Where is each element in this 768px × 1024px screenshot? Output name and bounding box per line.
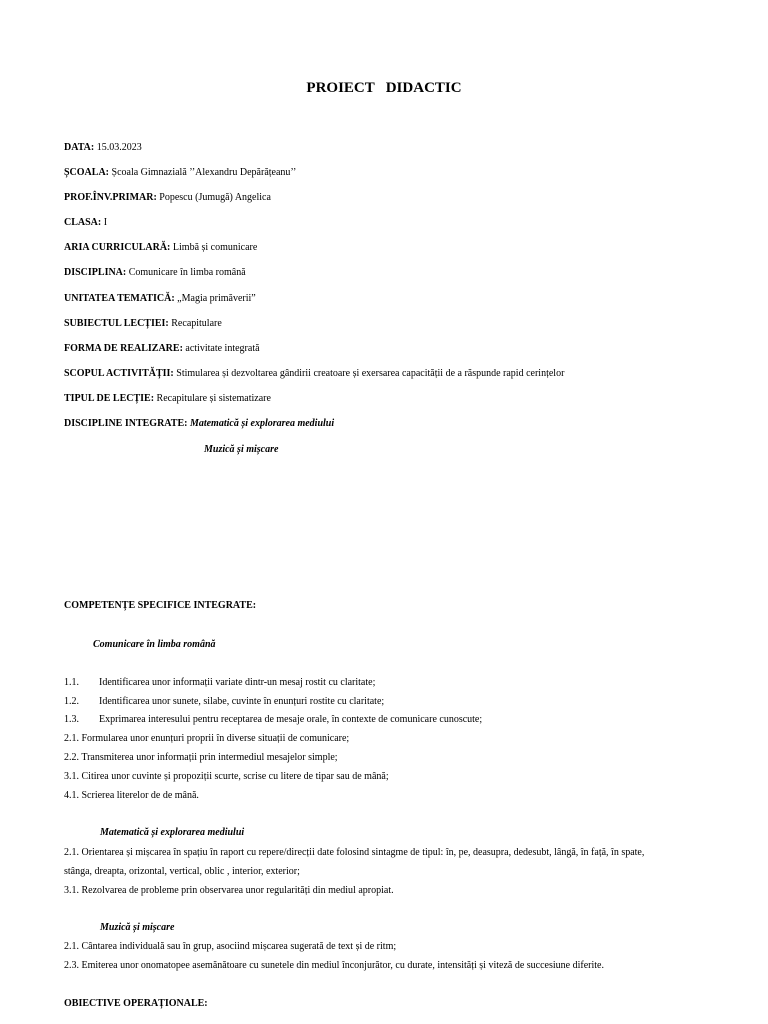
- list-item: [64, 713, 482, 727]
- field-value: Matematică și explorarea mediului: [187, 418, 335, 429]
- list-item: 2.1. Formularea unor enunțuri proprii în diverse situații de comunicare;: [64, 733, 350, 744]
- list-item: 3.1. Citirea unor cuvinte și propoziții scurte, scrise cu litere de tipar sau de mână;: [64, 771, 389, 782]
- field-scoala: [64, 166, 296, 180]
- field-value: activitate integrată: [182, 343, 260, 354]
- field-forma: [64, 342, 260, 356]
- field-label: DISCIPLINE INTEGRATE:: [64, 418, 188, 429]
- field-aria: [64, 241, 257, 255]
- field-value: Recapitulare și sistematizare: [154, 393, 271, 404]
- field-value: 15.03.2023: [94, 142, 142, 153]
- field-value: I: [101, 217, 108, 228]
- field-discipline-integrate: [64, 417, 334, 431]
- item-text: Identificarea unor sunete, silabe, cuvinte în enunțuri rostite cu claritate;: [99, 696, 385, 707]
- field-value: Limbă și comunicare: [170, 242, 258, 253]
- list-item: [64, 676, 375, 690]
- list-item: 4.1. Scrierea literelor de de mână.: [64, 790, 199, 801]
- field-label: DATA:: [64, 142, 95, 153]
- field-label: DISCIPLINA:: [64, 267, 127, 278]
- obiective-heading: OBIECTIVE OPERAȚIONALE:: [64, 998, 208, 1009]
- list-item: stânga, dreapta, orizontal, vertical, oblic , interior, exterior;: [64, 866, 300, 877]
- integrated-discipline-extra: Muzică și mișcare: [204, 444, 279, 455]
- section-title: Comunicare în limba română: [93, 639, 216, 650]
- list-item: 2.3. Emiterea unor onomatopee asemănătoare cu sunetele din mediul înconjurător, cu durate, intensități și viteză de succesiune diferite.: [64, 960, 604, 971]
- field-label: TIPUL DE LECȚIE:: [64, 393, 155, 404]
- field-label: ARIA CURRICULARĂ:: [64, 242, 171, 253]
- item-text: Identificarea unor informații variate dintr-un mesaj rostit cu claritate;: [99, 677, 376, 688]
- list-item: 2.2. Transmiterea unor informații prin intermediul mesajelor simple;: [64, 752, 338, 763]
- item-number: 1.3.: [64, 714, 79, 725]
- document-title: PROIECT DIDACTIC: [306, 80, 462, 96]
- list-item: [64, 695, 384, 709]
- field-prof: [64, 191, 271, 205]
- field-data: [64, 141, 142, 155]
- competente-heading: COMPETENȚE SPECIFICE INTEGRATE:: [64, 600, 257, 611]
- field-disciplina: [64, 266, 246, 280]
- section-title: Muzică și mișcare: [100, 922, 175, 933]
- field-value: Popescu (Jumugă) Angelica: [156, 192, 271, 203]
- field-value: „Magia primăverii”: [174, 293, 256, 304]
- field-label: SCOPUL ACTIVITĂȚII:: [64, 368, 174, 379]
- field-label: FORMA DE REALIZARE:: [64, 343, 183, 354]
- list-item: 2.1. Orientarea și mișcarea în spațiu în raport cu repere/direcții date folosind sintagme de tipul: în, pe, deasupra, dedesubt, lângă, în față, în spate,: [64, 847, 645, 858]
- field-scopul: [64, 367, 564, 381]
- item-number: 1.2.: [64, 696, 79, 707]
- list-item: 3.1. Rezolvarea de probleme prin observarea unor regularități din mediul apropiat.: [64, 885, 394, 896]
- field-unitatea: [64, 292, 256, 306]
- item-number: 1.1.: [64, 677, 79, 688]
- field-label: PROF.ÎNV.PRIMAR:: [64, 192, 157, 203]
- field-label: UNITATEA TEMATICĂ:: [64, 293, 175, 304]
- section-title: Matematică și explorarea mediului: [100, 827, 245, 838]
- field-label: CLASA:: [64, 217, 102, 228]
- field-subiectul: [64, 317, 222, 331]
- field-tipul: [64, 392, 271, 406]
- field-value: Recapitulare: [168, 318, 222, 329]
- field-label: SUBIECTUL LECȚIEI:: [64, 318, 169, 329]
- field-value: Școala Gimnazială ’’Alexandru Depărățeanu’’: [109, 167, 297, 178]
- list-item: 2.1. Cântarea individuală sau în grup, asociind mișcarea sugerată de text și de ritm;: [64, 941, 397, 952]
- field-value: Comunicare în limba română: [126, 267, 246, 278]
- item-text: Exprimarea interesului pentru receptarea de mesaje orale, în contexte de comunicare cunoscute;: [99, 714, 483, 725]
- field-clasa: [64, 216, 107, 230]
- field-value: Stimularea și dezvoltarea gândirii creatoare și exersarea capacității de a răspunde rapid cerințelor: [173, 368, 565, 379]
- field-label: ȘCOALA:: [64, 167, 110, 178]
